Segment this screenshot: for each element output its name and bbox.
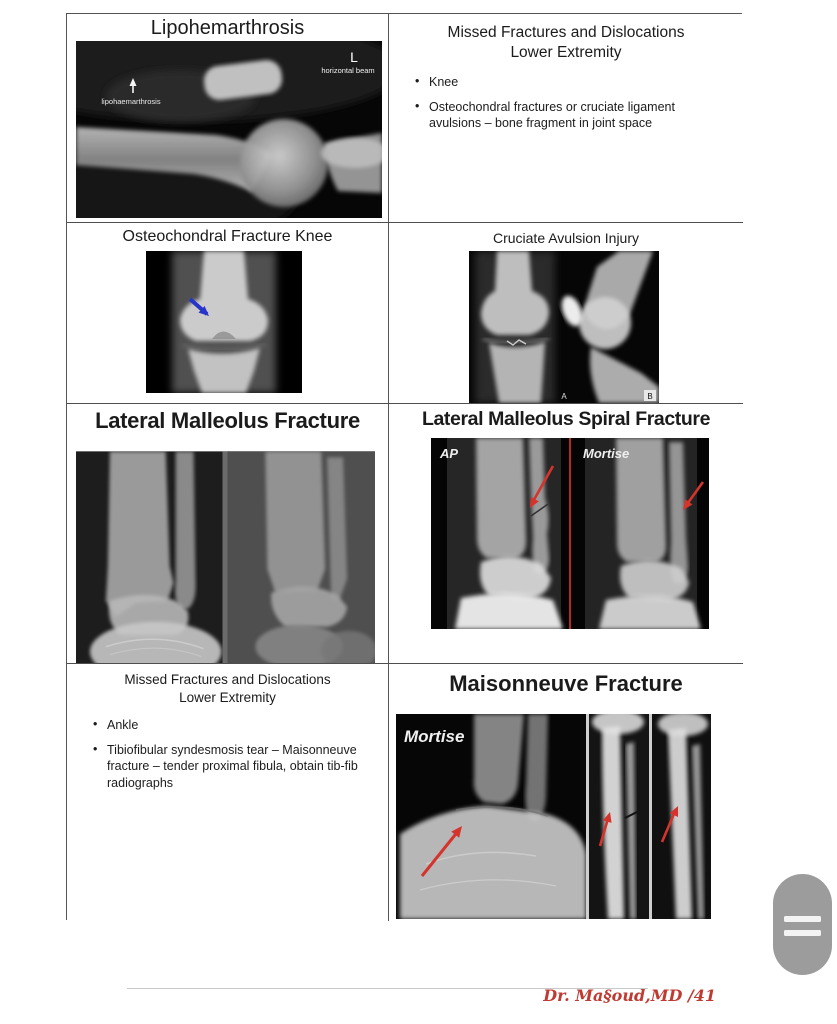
title-line-1: Missed Fractures and Dislocations bbox=[124, 672, 331, 687]
menu-bar bbox=[784, 930, 821, 936]
slide-title: Lateral Malleolus Spiral Fracture bbox=[421, 408, 711, 430]
menu-fab-button[interactable] bbox=[773, 874, 832, 975]
bullet-list bbox=[67, 717, 374, 791]
bullet-item: • Ankle bbox=[107, 717, 374, 734]
title-line-1: Missed Fractures and Dislocations bbox=[447, 24, 685, 41]
title-line-2: Lower Extremity bbox=[510, 44, 622, 62]
beam-label: horizontal beam bbox=[321, 66, 375, 75]
bullet-list bbox=[389, 74, 729, 132]
mortise-view-label: Mortise bbox=[404, 727, 465, 746]
slide-title bbox=[67, 664, 388, 706]
svg-text:B: B bbox=[647, 392, 653, 401]
panel-divider bbox=[649, 714, 652, 919]
bullet-item: • Osteochondral fractures or cruciate ligament avulsions – bone fragment in joint space bbox=[429, 99, 729, 132]
right-ankle-panel bbox=[227, 451, 375, 664]
slide-grid bbox=[66, 13, 742, 920]
panel-b-label bbox=[644, 390, 656, 401]
ap-knee-panel bbox=[475, 251, 555, 403]
mortise-panel bbox=[585, 438, 701, 629]
slide-missed-fractures-ankle bbox=[67, 664, 389, 921]
ap-view-label: AP bbox=[440, 446, 459, 461]
ankle-ap-mortise-xray-image bbox=[431, 438, 709, 629]
bullet-item: • Tibiofibular syndesmosis tear – Maisonneuve fracture – tender proximal fibula, obtain tib-fib radiographs bbox=[107, 742, 374, 792]
slide-title: Lipohemarthrosis bbox=[150, 17, 305, 39]
menu-bar bbox=[784, 916, 821, 922]
slide-title: Cruciate Avulsion Injury bbox=[492, 230, 640, 246]
bullet-item: • Knee bbox=[429, 74, 729, 91]
slide-cruciate-avulsion bbox=[389, 223, 743, 404]
title-line-2: Lower Extremity bbox=[179, 689, 276, 705]
knee-lateral-xray-image bbox=[76, 41, 382, 218]
tib-fib-panel-1 bbox=[589, 714, 649, 919]
slide-title: Lateral Malleolus Fracture bbox=[95, 408, 360, 433]
slide-title bbox=[389, 14, 743, 63]
panel-divider bbox=[223, 451, 228, 663]
red-panel-divider bbox=[569, 438, 571, 629]
slide-maisonneuve-fracture bbox=[389, 664, 743, 921]
tib-fib-panel-2 bbox=[652, 714, 711, 919]
mortise-view-label: Mortise bbox=[583, 446, 630, 461]
finding-label: lipohaemarthrosis bbox=[101, 97, 161, 106]
panel-a-label: A bbox=[561, 392, 567, 401]
knee-ap-xray-image bbox=[146, 251, 302, 393]
ankle-xray-pair-image bbox=[76, 451, 375, 664]
slide-title: Maisonneuve Fracture bbox=[449, 671, 683, 696]
slide-lateral-malleolus-spiral bbox=[389, 404, 743, 664]
maisonneuve-xray-image bbox=[396, 714, 711, 919]
ap-panel bbox=[447, 438, 563, 629]
slide-lateral-malleolus-fracture bbox=[67, 404, 389, 664]
menu-lines-icon bbox=[784, 916, 821, 944]
slide-osteochondral-fracture bbox=[67, 223, 389, 404]
knee-ap-lateral-xray-image bbox=[469, 251, 659, 403]
slide-missed-fractures-knee bbox=[389, 14, 743, 223]
slide-title: Osteochondral Fracture Knee bbox=[122, 228, 333, 245]
side-marker-label: L bbox=[350, 49, 358, 65]
panel-divider bbox=[586, 714, 589, 919]
author-credit: Dr. Ma§oud,MD /41 bbox=[543, 986, 716, 1005]
slide-lipohemarthrosis bbox=[67, 14, 389, 223]
